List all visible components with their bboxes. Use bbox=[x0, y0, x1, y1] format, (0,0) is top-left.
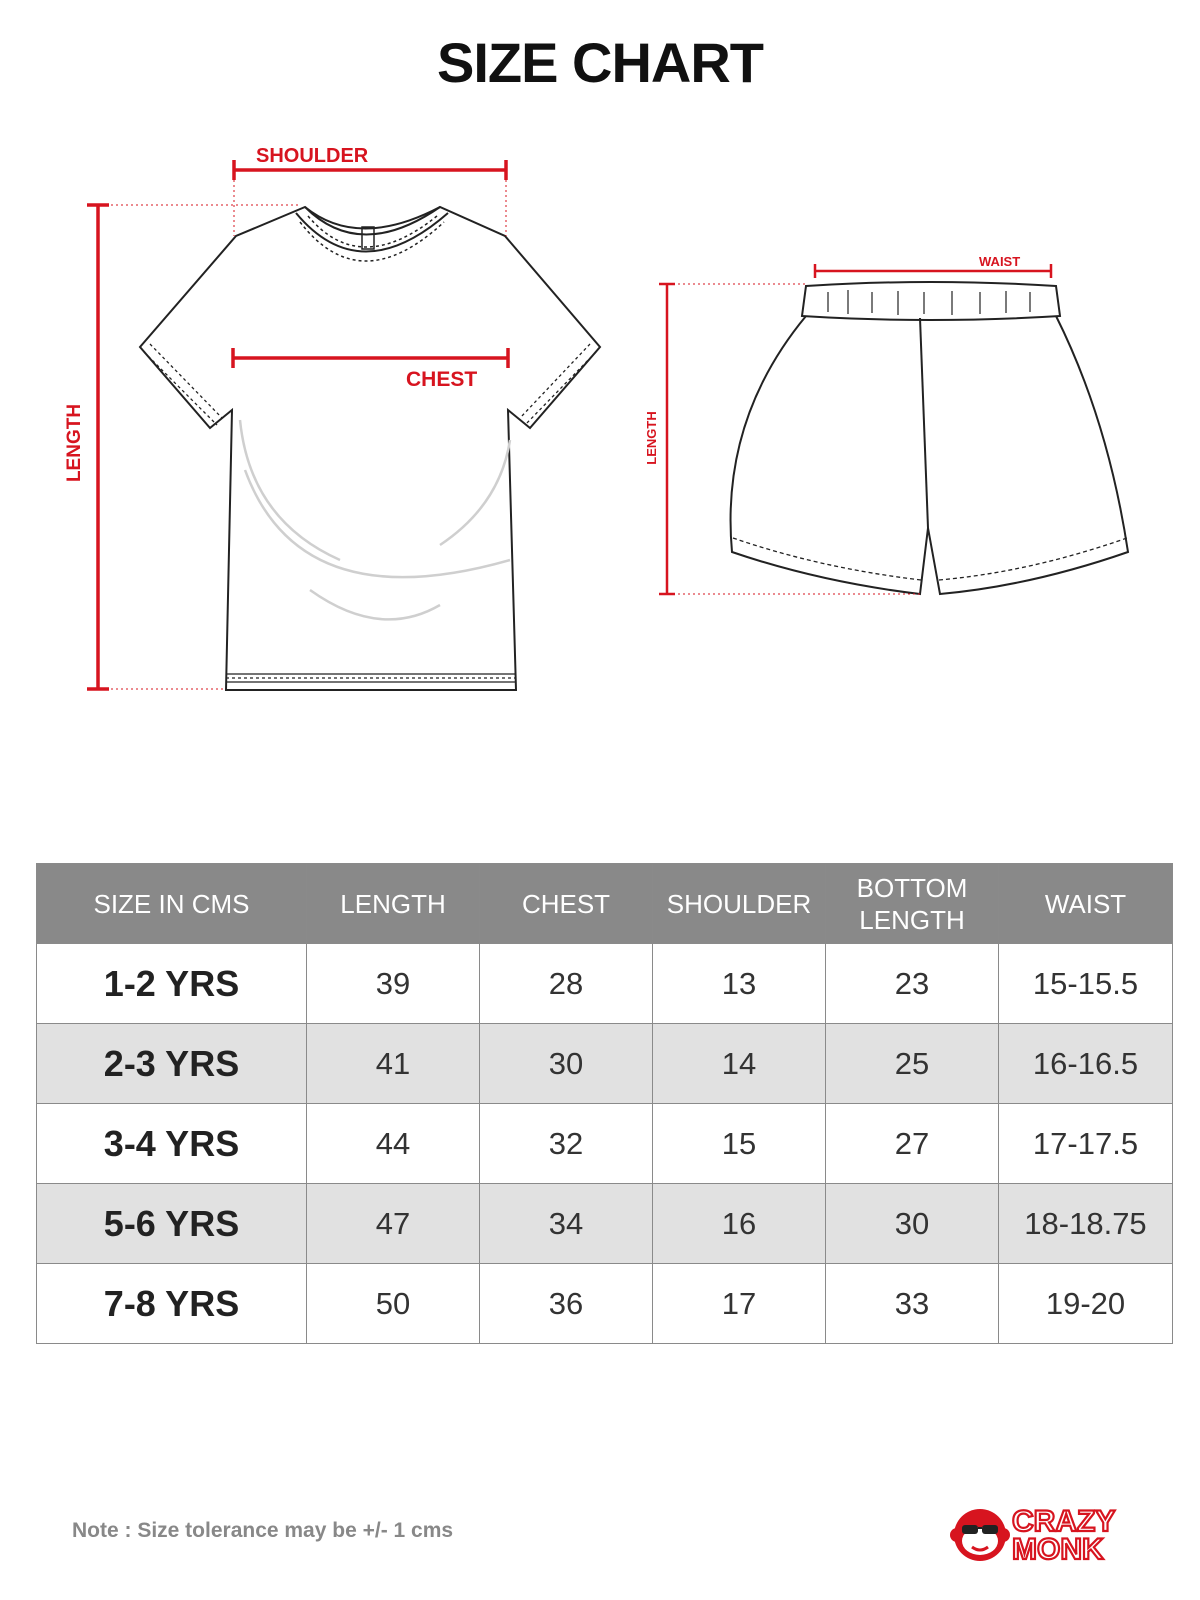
garment-diagram bbox=[0, 0, 1200, 760]
bottom-length-cell: 30 bbox=[826, 1184, 999, 1264]
waist-cell: 16-16.5 bbox=[999, 1024, 1173, 1104]
chest-cell: 34 bbox=[480, 1184, 653, 1264]
shorts-length-label: LENGTH bbox=[644, 411, 659, 465]
size-cell: 7-8 YRS bbox=[37, 1264, 307, 1344]
header-size: SIZE IN CMS bbox=[37, 864, 307, 944]
header-chest: CHEST bbox=[480, 864, 653, 944]
chest-cell: 32 bbox=[480, 1104, 653, 1184]
waist-cell: 18-18.75 bbox=[999, 1184, 1173, 1264]
chest-cell: 36 bbox=[480, 1264, 653, 1344]
size-cell: 5-6 YRS bbox=[37, 1184, 307, 1264]
table-row bbox=[37, 944, 1173, 1024]
table-header-row bbox=[37, 864, 1173, 944]
shoulder-cell: 13 bbox=[653, 944, 826, 1024]
length-label: LENGTH bbox=[64, 403, 85, 483]
header-bottom-length: BOTTOM LENGTH bbox=[826, 864, 999, 944]
bottom-length-cell: 23 bbox=[826, 944, 999, 1024]
waist-cell: 19-20 bbox=[999, 1264, 1173, 1344]
bottom-length-cell: 25 bbox=[826, 1024, 999, 1104]
size-cell: 2-3 YRS bbox=[37, 1024, 307, 1104]
table-row bbox=[37, 1264, 1173, 1344]
waist-label: WAIST bbox=[979, 254, 1021, 269]
length-cell: 41 bbox=[307, 1024, 480, 1104]
shoulder-cell: 15 bbox=[653, 1104, 826, 1184]
waist-cell: 17-17.5 bbox=[999, 1104, 1173, 1184]
size-cell: 1-2 YRS bbox=[37, 944, 307, 1024]
size-tolerance-note: Note : Size tolerance may be +/- 1 cms bbox=[72, 1519, 454, 1542]
waist-cell: 15-15.5 bbox=[999, 944, 1173, 1024]
header-waist: WAIST bbox=[999, 864, 1173, 944]
chest-cell: 30 bbox=[480, 1024, 653, 1104]
bottom-length-measure-line bbox=[659, 284, 675, 594]
length-measure-line bbox=[87, 205, 109, 689]
chest-cell: 28 bbox=[480, 944, 653, 1024]
length-cell: 47 bbox=[307, 1184, 480, 1264]
length-cell: 39 bbox=[307, 944, 480, 1024]
header-length: LENGTH bbox=[307, 864, 480, 944]
brand-name-line2: MONK bbox=[1012, 1533, 1104, 1566]
table-row bbox=[37, 1104, 1173, 1184]
shoulder-cell: 14 bbox=[653, 1024, 826, 1104]
shoulder-cell: 17 bbox=[653, 1264, 826, 1344]
page-title: SIZE CHART bbox=[437, 31, 763, 94]
shoulder-cell: 16 bbox=[653, 1184, 826, 1264]
header-shoulder: SHOULDER bbox=[653, 864, 826, 944]
table-row bbox=[37, 1184, 1173, 1264]
table-row bbox=[37, 1024, 1173, 1104]
brand-name-line1: CRAZY bbox=[1012, 1505, 1116, 1538]
shoulder-label: SHOULDER bbox=[256, 145, 369, 167]
size-table bbox=[36, 863, 1173, 1344]
chest-label: CHEST bbox=[406, 368, 478, 391]
length-cell: 50 bbox=[307, 1264, 480, 1344]
bottom-length-cell: 27 bbox=[826, 1104, 999, 1184]
brand-logo bbox=[948, 1497, 1138, 1567]
shorts-outline bbox=[731, 282, 1128, 594]
size-cell: 3-4 YRS bbox=[37, 1104, 307, 1184]
bottom-length-cell: 33 bbox=[826, 1264, 999, 1344]
length-cell: 44 bbox=[307, 1104, 480, 1184]
monkey-face-icon bbox=[950, 1509, 1010, 1561]
